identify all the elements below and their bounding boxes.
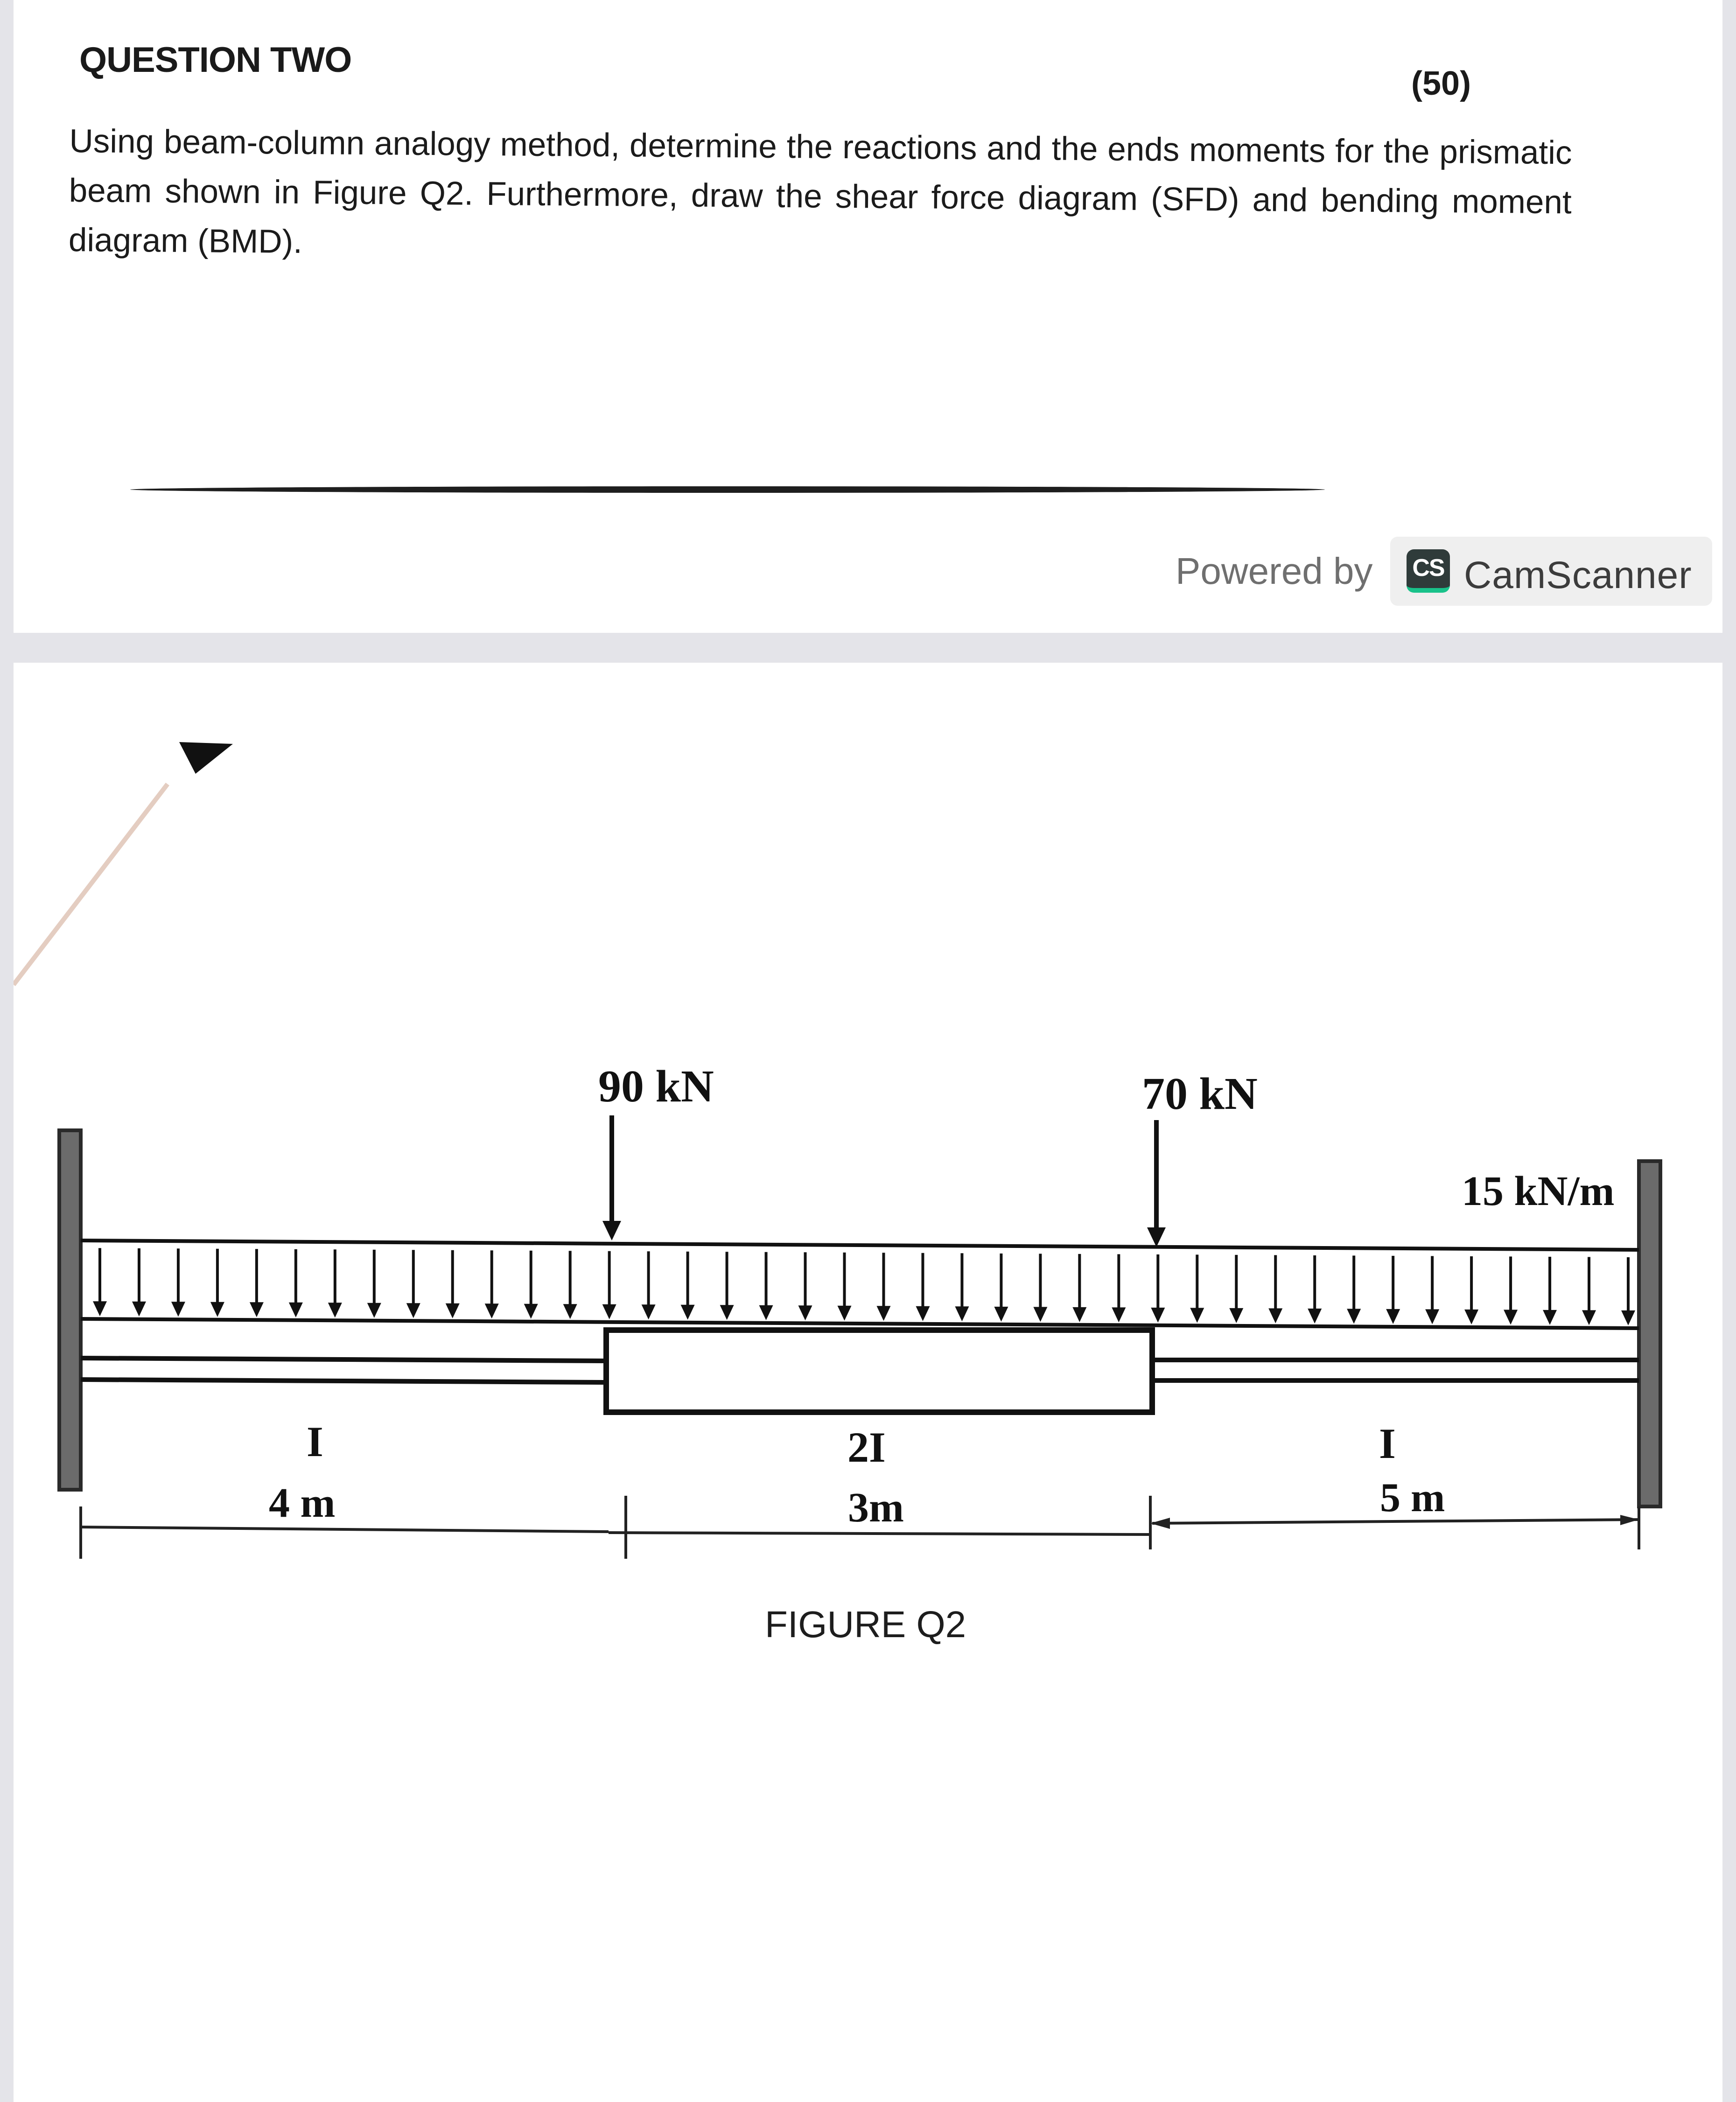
udl-arrow — [1308, 1255, 1322, 1324]
beam-segment-middle — [606, 1330, 1152, 1412]
question-text: Using beam-column analogy method, determine the reactions and the ends moments for the prismatic beam shown in Figure Q2. Furthermore, draw the shear force diagram (SFD) and bending moment diagram (BMD). — [68, 122, 1572, 260]
udl-arrow — [955, 1253, 969, 1321]
udl-arrow — [1582, 1257, 1596, 1325]
udl-arrow — [720, 1252, 734, 1320]
udl-arrow — [876, 1253, 890, 1321]
udl-arrow — [289, 1249, 303, 1317]
udl-arrow — [563, 1251, 577, 1319]
udl-arrow — [798, 1252, 812, 1320]
udl-arrow — [1621, 1257, 1635, 1325]
udl-arrow — [171, 1248, 185, 1317]
camscanner-brand-name: CamScanner — [1464, 554, 1692, 596]
left-fixed-support — [59, 1130, 81, 1490]
segment-1-inertia: I — [307, 1418, 323, 1465]
udl-arrow — [250, 1249, 264, 1317]
beam-segment-left — [81, 1358, 603, 1382]
scan-edge-streak — [14, 784, 168, 985]
udl-arrow — [524, 1251, 538, 1319]
udl-arrow — [132, 1248, 146, 1317]
udl-arrow — [602, 1251, 616, 1319]
udl-arrow — [210, 1249, 224, 1317]
segment-1-length: 4 m — [269, 1480, 336, 1526]
distributed-load-label: 15 kN/m — [1462, 1168, 1615, 1214]
figure-caption: FIGURE Q2 — [765, 1604, 966, 1645]
udl-arrow — [446, 1250, 460, 1318]
udl-arrow — [838, 1253, 852, 1321]
point-load-label-2: 70 kN — [1142, 1069, 1258, 1119]
segment-2-inertia: 2I — [847, 1423, 886, 1471]
segment-2-length: 3m — [848, 1485, 904, 1531]
udl-arrow — [1464, 1256, 1478, 1324]
powered-by-text: Powered by — [1176, 550, 1373, 592]
question-heading: QUESTION TWO — [79, 40, 352, 80]
udl-arrow — [916, 1253, 930, 1321]
udl-arrow — [642, 1251, 656, 1319]
beam-segment-right — [1155, 1360, 1639, 1380]
udl-arrow — [367, 1250, 381, 1318]
udl-arrow — [1229, 1255, 1243, 1323]
document-page-1 — [14, 0, 1722, 633]
camscanner-badge — [1390, 537, 1712, 606]
udl-arrow — [328, 1249, 342, 1317]
udl-arrow — [485, 1250, 499, 1318]
segment-3-inertia: I — [1379, 1420, 1396, 1467]
udl-arrow — [1425, 1256, 1439, 1324]
udl-arrow — [93, 1248, 107, 1316]
udl-top-line — [81, 1240, 1639, 1250]
segment-3-length: 5 m — [1380, 1475, 1445, 1520]
udl-arrow — [1268, 1255, 1282, 1323]
point-load-arrow-2 — [1147, 1120, 1166, 1247]
udl-arrow — [681, 1252, 695, 1320]
beam-figure — [14, 663, 1722, 2102]
udl-arrow — [1190, 1254, 1204, 1323]
udl-arrow — [994, 1254, 1008, 1322]
udl-arrow — [1386, 1256, 1400, 1324]
udl-arrow-group — [93, 1248, 1635, 1325]
point-load-label-1: 90 kN — [598, 1061, 714, 1112]
point-load-arrow-1 — [602, 1115, 621, 1240]
udl-arrow — [759, 1252, 773, 1320]
camscanner-logo-icon: CS — [1407, 549, 1450, 593]
udl-arrow — [1033, 1254, 1047, 1322]
udl-arrow — [1072, 1254, 1086, 1322]
page-divider-line — [130, 486, 1325, 493]
udl-arrow — [406, 1250, 420, 1318]
udl-arrow — [1151, 1254, 1165, 1323]
scan-fold-artifact — [179, 742, 233, 774]
udl-bottom-line — [81, 1319, 1639, 1328]
udl-arrow — [1347, 1255, 1361, 1324]
question-marks: (50) — [1411, 65, 1471, 102]
document-page-2 — [14, 663, 1722, 2102]
udl-arrow — [1112, 1254, 1126, 1322]
udl-arrow — [1504, 1256, 1518, 1324]
right-fixed-support — [1639, 1161, 1660, 1506]
udl-arrow — [1543, 1257, 1557, 1325]
